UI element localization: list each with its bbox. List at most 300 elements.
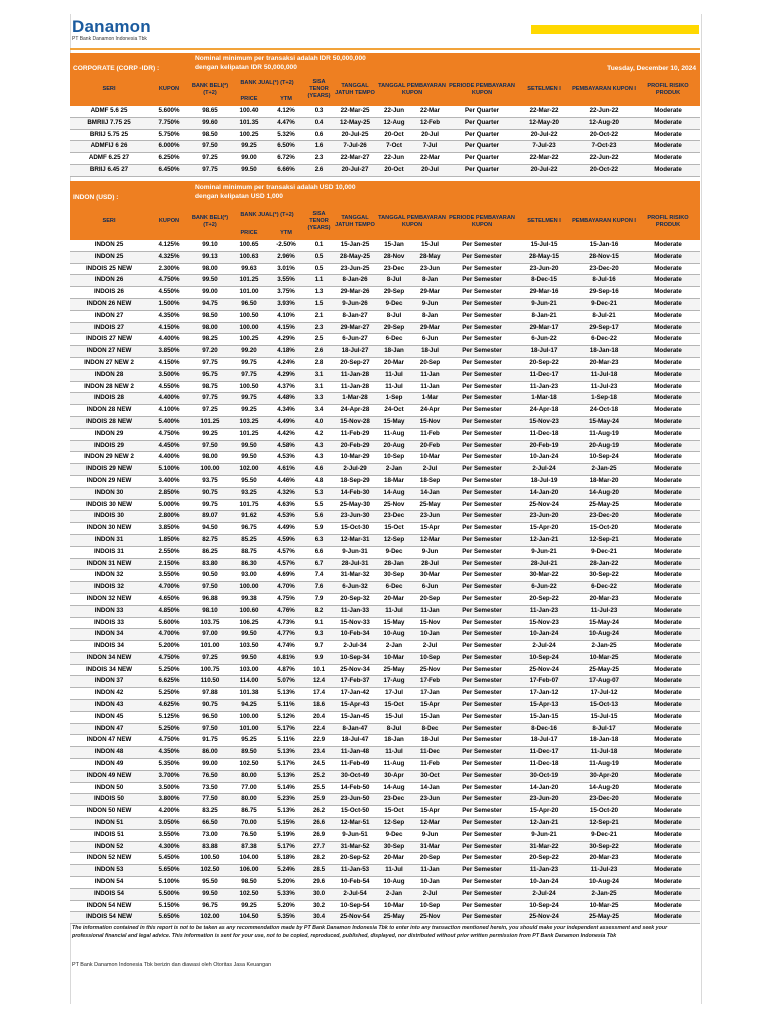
cell-kupon: 4.550% xyxy=(148,287,190,299)
cell-sisa-tenor: 4.6 xyxy=(304,464,334,476)
cell-setelmen: 15-Apr-13 xyxy=(516,700,572,712)
cell-ytm: 4.49% xyxy=(268,416,304,428)
cell-price: 114.00 xyxy=(230,676,268,688)
cell-kupon-date-1: 14-Aug xyxy=(376,487,412,499)
cell-price: 103.25 xyxy=(230,416,268,428)
cell-jatuh-tempo: 12-Mar-51 xyxy=(334,818,376,830)
cell-bank-beli: 96.88 xyxy=(190,593,230,605)
table-row xyxy=(70,322,700,334)
cell-kupon: 4.325% xyxy=(148,251,190,263)
cell-setelmen: 8-Dec-15 xyxy=(516,275,572,287)
cell-sisa-tenor: 25.5 xyxy=(304,782,334,794)
cell-kupon: 5.650% xyxy=(148,865,190,877)
cell-ytm: 6.66% xyxy=(268,164,304,176)
cell-periode: Per Semester xyxy=(448,688,516,700)
cell-kupon-date-1: 17-Aug xyxy=(376,676,412,688)
cell-bank-beli: 102.00 xyxy=(190,912,230,924)
table-row xyxy=(70,593,700,605)
cell-setelmen: 2-Jul-24 xyxy=(516,641,572,653)
cell-jatuh-tempo: 15-Apr-43 xyxy=(334,700,376,712)
cell-setelmen: 22-Mar-22 xyxy=(516,106,572,117)
cell-periode: Per Quarter xyxy=(448,106,516,117)
cell-profil-risiko: Moderate xyxy=(636,570,700,582)
cell-sisa-tenor: 4.3 xyxy=(304,452,334,464)
cell-periode: Per Semester xyxy=(448,605,516,617)
cell-profil-risiko: Moderate xyxy=(636,582,700,594)
cell-periode: Per Semester xyxy=(448,322,516,334)
cell-ytm: 4.75% xyxy=(268,593,304,605)
cell-jatuh-tempo: 11-Jan-53 xyxy=(334,865,376,877)
indon-note xyxy=(195,183,455,201)
cell-jatuh-tempo: 10-Feb-34 xyxy=(334,629,376,641)
cell-setelmen: 18-Jul-17 xyxy=(516,346,572,358)
cell-kupon-date-2: 10-Sep xyxy=(412,652,448,664)
cell-pembayaran-kupon: 9-Dec-21 xyxy=(572,298,636,310)
cell-periode: Per Semester xyxy=(448,629,516,641)
cell-kupon-date-2: 10-Jan xyxy=(412,629,448,641)
cell-kupon-date-2: 2-Jul xyxy=(412,888,448,900)
cell-profil-risiko: Moderate xyxy=(636,452,700,464)
cell-bank-beli: 94.50 xyxy=(190,523,230,535)
cell-profil-risiko: Moderate xyxy=(636,464,700,476)
cell-jatuh-tempo: 22-Mar-25 xyxy=(334,106,376,117)
cell-profil-risiko: Moderate xyxy=(636,141,700,153)
cell-periode: Per Semester xyxy=(448,582,516,594)
cell-price: 100.00 xyxy=(230,582,268,594)
cell-sisa-tenor: 24.5 xyxy=(304,759,334,771)
table-row xyxy=(70,106,700,117)
cell-kupon-date-1: 23-Dec xyxy=(376,794,412,806)
cell-setelmen: 30-Mar-22 xyxy=(516,570,572,582)
cell-kupon: 7.750% xyxy=(148,117,190,129)
table-row xyxy=(70,877,700,889)
cell-price: 104.00 xyxy=(230,853,268,865)
cell-sisa-tenor: 9.7 xyxy=(304,641,334,653)
cell-price: 70.00 xyxy=(230,818,268,830)
cell-kupon-date-1: 30-Sep xyxy=(376,570,412,582)
cell-kupon-date-1: 18-Mar xyxy=(376,475,412,487)
cell-sisa-tenor: 25.2 xyxy=(304,770,334,782)
table-row xyxy=(70,865,700,877)
cell-profil-risiko: Moderate xyxy=(636,287,700,299)
cell-seri: INDON 48 xyxy=(70,747,148,759)
cell-pembayaran-kupon: 9-Dec-21 xyxy=(572,546,636,558)
cell-sisa-tenor: 7.9 xyxy=(304,593,334,605)
cell-periode: Per Semester xyxy=(448,405,516,417)
cell-profil-risiko: Moderate xyxy=(636,440,700,452)
table-row xyxy=(70,770,700,782)
cell-jatuh-tempo: 23-Jun-30 xyxy=(334,511,376,523)
cell-sisa-tenor: 20.4 xyxy=(304,711,334,723)
cell-sisa-tenor: 0.5 xyxy=(304,263,334,275)
cell-pembayaran-kupon: 20-Oct-22 xyxy=(572,129,636,141)
cell-bank-beli: 99.75 xyxy=(190,499,230,511)
cell-seri: INDON 54 NEW xyxy=(70,900,148,912)
cell-ytm: 5.23% xyxy=(268,794,304,806)
cell-jatuh-tempo: 9-Jun-51 xyxy=(334,829,376,841)
cell-kupon-date-1: 11-Jul xyxy=(376,747,412,759)
cell-setelmen: 25-Nov-24 xyxy=(516,664,572,676)
cell-kupon-date-2: 29-Mar xyxy=(412,287,448,299)
cell-jatuh-tempo: 31-Mar-32 xyxy=(334,570,376,582)
cell-kupon: 4.100% xyxy=(148,405,190,417)
cell-kupon-date-1: 10-Mar xyxy=(376,900,412,912)
cell-periode: Per Semester xyxy=(448,818,516,830)
cell-kupon: 4.400% xyxy=(148,334,190,346)
cell-periode: Per Semester xyxy=(448,593,516,605)
cell-sisa-tenor: 27.7 xyxy=(304,841,334,853)
cell-sisa-tenor: 3.1 xyxy=(304,369,334,381)
cell-setelmen: 10-Jan-24 xyxy=(516,877,572,889)
cell-price: 99.25 xyxy=(230,141,268,153)
cell-kupon: 4.750% xyxy=(148,735,190,747)
cell-sisa-tenor: 29.6 xyxy=(304,877,334,889)
cell-profil-risiko: Moderate xyxy=(636,794,700,806)
cell-periode: Per Semester xyxy=(448,865,516,877)
cell-ytm: 5.15% xyxy=(268,818,304,830)
cell-bank-beli: 73.00 xyxy=(190,829,230,841)
cell-kupon: 5.600% xyxy=(148,617,190,629)
cell-jatuh-tempo: 20-Feb-29 xyxy=(334,440,376,452)
cell-periode: Per Semester xyxy=(448,310,516,322)
cell-jatuh-tempo: 11-Feb-29 xyxy=(334,428,376,440)
cell-kupon-date-1: 25-Nov xyxy=(376,499,412,511)
cell-pembayaran-kupon: 20-Mar-23 xyxy=(572,593,636,605)
col-price: PRICE xyxy=(230,227,268,240)
cell-kupon-date-1: 14-Aug xyxy=(376,782,412,794)
cell-kupon-date-1: 22-Jun xyxy=(376,106,412,117)
cell-kupon-date-2: 11-Jan xyxy=(412,605,448,617)
cell-bank-beli: 93.75 xyxy=(190,475,230,487)
cell-price: 100.25 xyxy=(230,334,268,346)
cell-periode: Per Quarter xyxy=(448,141,516,153)
cell-jatuh-tempo: 10-Feb-54 xyxy=(334,877,376,889)
cell-jatuh-tempo: 17-Feb-37 xyxy=(334,676,376,688)
cell-pembayaran-kupon: 28-Nov-15 xyxy=(572,251,636,263)
cell-bank-beli: 96.50 xyxy=(190,711,230,723)
cell-pembayaran-kupon: 6-Dec-22 xyxy=(572,582,636,594)
cell-bank-beli: 97.50 xyxy=(190,582,230,594)
cell-sisa-tenor: 26.2 xyxy=(304,806,334,818)
cell-price: 99.20 xyxy=(230,346,268,358)
cell-seri: INDON 47 NEW xyxy=(70,735,148,747)
cell-periode: Per Semester xyxy=(448,251,516,263)
cell-kupon-date-1: 18-Jan xyxy=(376,346,412,358)
cell-bank-beli: 83.80 xyxy=(190,558,230,570)
cell-setelmen: 8-Dec-16 xyxy=(516,723,572,735)
cell-kupon-date-2: 15-Apr xyxy=(412,523,448,535)
cell-profil-risiko: Moderate xyxy=(636,688,700,700)
cell-ytm: 4.77% xyxy=(268,629,304,641)
cell-price: 100.40 xyxy=(230,106,268,117)
cell-kupon-date-2: 23-Jun xyxy=(412,794,448,806)
cell-sisa-tenor: 5.5 xyxy=(304,499,334,511)
cell-kupon-date-2: 7-Jul xyxy=(412,141,448,153)
cell-periode: Per Semester xyxy=(448,794,516,806)
cell-seri: INDON 27 NEW 2 xyxy=(70,357,148,369)
cell-setelmen: 28-Jul-21 xyxy=(516,558,572,570)
cell-bank-beli: 83.88 xyxy=(190,841,230,853)
cell-ytm: 6.72% xyxy=(268,153,304,165)
col-tanggal-pembayaran-kupon: TANGGAL PEMBAYARAN KUPON xyxy=(376,203,448,240)
cell-pembayaran-kupon: 25-May-25 xyxy=(572,912,636,924)
cell-sisa-tenor: 30.0 xyxy=(304,888,334,900)
cell-bank-beli: 66.50 xyxy=(190,818,230,830)
cell-periode: Per Semester xyxy=(448,841,516,853)
cell-kupon: 4.350% xyxy=(148,747,190,759)
cell-kupon-date-2: 15-Jan xyxy=(412,711,448,723)
cell-seri: INDOIS 54 NEW xyxy=(70,912,148,924)
cell-kupon: 4.750% xyxy=(148,428,190,440)
col-periode: PERIODE PEMBAYARAN KUPON xyxy=(448,203,516,240)
cell-setelmen: 1-Mar-18 xyxy=(516,393,572,405)
cell-ytm: 4.81% xyxy=(268,652,304,664)
cell-seri: INDOIS 34 xyxy=(70,641,148,653)
table-row xyxy=(70,546,700,558)
cell-profil-risiko: Moderate xyxy=(636,153,700,165)
cell-bank-beli: 77.50 xyxy=(190,794,230,806)
cell-sisa-tenor: 9.1 xyxy=(304,617,334,629)
cell-price: 100.60 xyxy=(230,605,268,617)
cell-seri: INDOIS 54 xyxy=(70,888,148,900)
cell-profil-risiko: Moderate xyxy=(636,393,700,405)
cell-kupon-date-2: 30-Mar xyxy=(412,570,448,582)
cell-sisa-tenor: 7.4 xyxy=(304,570,334,582)
cell-profil-risiko: Moderate xyxy=(636,818,700,830)
table-row xyxy=(70,853,700,865)
cell-kupon: 1.850% xyxy=(148,534,190,546)
cell-kupon-date-2: 15-Apr xyxy=(412,700,448,712)
cell-kupon-date-2: 29-Mar xyxy=(412,322,448,334)
cell-kupon-date-1: 15-May xyxy=(376,617,412,629)
cell-pembayaran-kupon: 30-Sep-22 xyxy=(572,570,636,582)
cell-kupon-date-2: 11-Jan xyxy=(412,381,448,393)
cell-seri: INDOIS 27 NEW xyxy=(70,334,148,346)
cell-ytm: 4.48% xyxy=(268,393,304,405)
cell-price: 100.50 xyxy=(230,381,268,393)
cell-ytm: 4.42% xyxy=(268,428,304,440)
cell-seri: INDON 26 xyxy=(70,275,148,287)
cell-setelmen: 17-Feb-07 xyxy=(516,676,572,688)
cell-kupon-date-1: 20-Oct xyxy=(376,129,412,141)
cell-periode: Per Semester xyxy=(448,558,516,570)
cell-pembayaran-kupon: 11-Jul-23 xyxy=(572,865,636,877)
cell-price: 96.50 xyxy=(230,298,268,310)
cell-pembayaran-kupon: 9-Dec-21 xyxy=(572,829,636,841)
cell-profil-risiko: Moderate xyxy=(636,346,700,358)
table-row xyxy=(70,664,700,676)
col-seri: SERI xyxy=(70,73,148,106)
cell-sisa-tenor: 22.9 xyxy=(304,735,334,747)
cell-ytm: 5.17% xyxy=(268,723,304,735)
cell-pembayaran-kupon: 15-Jan-16 xyxy=(572,240,636,251)
col-seri: SERI xyxy=(70,203,148,240)
cell-sisa-tenor: 30.4 xyxy=(304,912,334,924)
cell-pembayaran-kupon: 28-Jan-22 xyxy=(572,558,636,570)
cell-setelmen: 29-Mar-17 xyxy=(516,322,572,334)
table-row xyxy=(70,711,700,723)
table-row xyxy=(70,251,700,263)
cell-kupon-date-1: 7-Oct xyxy=(376,141,412,153)
col-bank-beli: BANK BELI(*) (T+2) xyxy=(190,203,230,240)
cell-price: 99.50 xyxy=(230,629,268,641)
cell-profil-risiko: Moderate xyxy=(636,546,700,558)
cell-price: 99.50 xyxy=(230,440,268,452)
cell-kupon-date-1: 28-Jan xyxy=(376,558,412,570)
table-row xyxy=(70,558,700,570)
cell-kupon-date-2: 20-Sep xyxy=(412,357,448,369)
cell-ytm: 5.12% xyxy=(268,711,304,723)
cell-ytm: 4.57% xyxy=(268,558,304,570)
cell-kupon: 4.350% xyxy=(148,310,190,322)
indon-note-line1: Nominal minimum per transaksi adalah USD 10,000 xyxy=(195,184,356,191)
cell-jatuh-tempo: 29-Mar-27 xyxy=(334,322,376,334)
cell-ytm: 4.34% xyxy=(268,405,304,417)
cell-ytm: 5.19% xyxy=(268,829,304,841)
cell-setelmen: 18-Jul-17 xyxy=(516,735,572,747)
cell-ytm: 4.76% xyxy=(268,605,304,617)
cell-periode: Per Quarter xyxy=(448,164,516,176)
table-row xyxy=(70,164,700,176)
cell-bank-beli: 97.20 xyxy=(190,346,230,358)
cell-pembayaran-kupon: 22-Jun-22 xyxy=(572,106,636,117)
cell-pembayaran-kupon: 10-Aug-24 xyxy=(572,877,636,889)
cell-seri: INDON 32 xyxy=(70,570,148,582)
cell-bank-beli: 99.10 xyxy=(190,240,230,251)
cell-bank-beli: 98.50 xyxy=(190,129,230,141)
cell-jatuh-tempo: 20-Jul-25 xyxy=(334,129,376,141)
cell-seri: INDON 29 NEW xyxy=(70,475,148,487)
cell-setelmen: 23-Jun-20 xyxy=(516,263,572,275)
cell-setelmen: 23-Jun-20 xyxy=(516,794,572,806)
indon-bond-table xyxy=(70,203,700,924)
cell-jatuh-tempo: 11-Jan-28 xyxy=(334,381,376,393)
cell-pembayaran-kupon: 10-Mar-25 xyxy=(572,652,636,664)
cell-bank-beli: 97.75 xyxy=(190,357,230,369)
cell-setelmen: 18-Jul-19 xyxy=(516,475,572,487)
cell-pembayaran-kupon: 2-Jan-25 xyxy=(572,464,636,476)
cell-setelmen: 6-Jun-22 xyxy=(516,582,572,594)
cell-bank-beli: 101.25 xyxy=(190,416,230,428)
cell-sisa-tenor: 6.6 xyxy=(304,546,334,558)
cell-periode: Per Semester xyxy=(448,440,516,452)
cell-seri: INDON 47 xyxy=(70,723,148,735)
cell-pembayaran-kupon: 17-Aug-07 xyxy=(572,676,636,688)
cell-jatuh-tempo: 11-Jan-33 xyxy=(334,605,376,617)
cell-sisa-tenor: 2.1 xyxy=(304,310,334,322)
cell-bank-beli: 100.00 xyxy=(190,464,230,476)
cell-seri: INDOIS 33 xyxy=(70,617,148,629)
cell-kupon-date-2: 9-Jun xyxy=(412,298,448,310)
cell-profil-risiko: Moderate xyxy=(636,240,700,251)
cell-ytm: 5.32% xyxy=(268,129,304,141)
cell-kupon-date-2: 31-Mar xyxy=(412,841,448,853)
cell-kupon-date-1: 29-Sep xyxy=(376,322,412,334)
cell-profil-risiko: Moderate xyxy=(636,511,700,523)
cell-profil-risiko: Moderate xyxy=(636,912,700,924)
cell-periode: Per Semester xyxy=(448,475,516,487)
cell-sisa-tenor: 0.6 xyxy=(304,129,334,141)
cell-kupon-date-1: 20-Mar xyxy=(376,593,412,605)
cell-sisa-tenor: 1.3 xyxy=(304,287,334,299)
cell-periode: Per Semester xyxy=(448,711,516,723)
cell-profil-risiko: Moderate xyxy=(636,558,700,570)
cell-profil-risiko: Moderate xyxy=(636,723,700,735)
corporate-note-line2: dengan kelipatan IDR 50,000,000 xyxy=(195,64,297,71)
table-row xyxy=(70,298,700,310)
cell-kupon: 4.400% xyxy=(148,452,190,464)
cell-profil-risiko: Moderate xyxy=(636,853,700,865)
logo-wordmark: Danamon xyxy=(72,17,151,36)
cell-periode: Per Semester xyxy=(448,735,516,747)
cell-kupon-date-1: 15-Oct xyxy=(376,700,412,712)
cell-kupon: 5.450% xyxy=(148,853,190,865)
cell-profil-risiko: Moderate xyxy=(636,806,700,818)
cell-price: 91.62 xyxy=(230,511,268,523)
cell-sisa-tenor: 1.5 xyxy=(304,298,334,310)
cell-kupon: 6.250% xyxy=(148,153,190,165)
cell-kupon: 5.650% xyxy=(148,912,190,924)
cell-jatuh-tempo: 17-Jan-42 xyxy=(334,688,376,700)
cell-pembayaran-kupon: 10-Mar-25 xyxy=(572,900,636,912)
cell-price: 99.25 xyxy=(230,900,268,912)
cell-setelmen: 20-Sep-22 xyxy=(516,853,572,865)
cell-ytm: 4.24% xyxy=(268,357,304,369)
cell-kupon: 4.700% xyxy=(148,629,190,641)
cell-seri: INDON 29 NEW 2 xyxy=(70,452,148,464)
cell-ytm: 4.70% xyxy=(268,582,304,594)
cell-kupon-date-1: 25-May xyxy=(376,664,412,676)
cell-jatuh-tempo: 20-Sep-27 xyxy=(334,357,376,369)
cell-pembayaran-kupon: 15-Oct-20 xyxy=(572,806,636,818)
cell-pembayaran-kupon: 15-Oct-20 xyxy=(572,523,636,535)
cell-ytm: 4.15% xyxy=(268,322,304,334)
cell-setelmen: 20-Sep-22 xyxy=(516,357,572,369)
table-row xyxy=(70,818,700,830)
cell-kupon-date-2: 14-Jan xyxy=(412,782,448,794)
cell-kupon: 5.250% xyxy=(148,723,190,735)
cell-kupon-date-1: 10-Mar xyxy=(376,652,412,664)
cell-price: 99.75 xyxy=(230,393,268,405)
cell-periode: Per Semester xyxy=(448,700,516,712)
table-row xyxy=(70,357,700,369)
cell-price: 76.50 xyxy=(230,829,268,841)
cell-periode: Per Semester xyxy=(448,381,516,393)
cell-kupon: 4.450% xyxy=(148,440,190,452)
cell-setelmen: 9-Jun-21 xyxy=(516,829,572,841)
table-row xyxy=(70,912,700,924)
cell-bank-beli: 98.00 xyxy=(190,263,230,275)
cell-kupon-date-1: 12-Sep xyxy=(376,534,412,546)
cell-kupon-date-1: 6-Dec xyxy=(376,334,412,346)
cell-pembayaran-kupon: 18-Jan-18 xyxy=(572,346,636,358)
cell-jatuh-tempo: 28-Jul-31 xyxy=(334,558,376,570)
cell-bank-beli: 97.75 xyxy=(190,393,230,405)
cell-ytm: 5.33% xyxy=(268,888,304,900)
cell-seri: INDON 51 xyxy=(70,818,148,830)
cell-kupon-date-1: 30-Sep xyxy=(376,841,412,853)
cell-kupon: 2.800% xyxy=(148,511,190,523)
corporate-bond-table xyxy=(70,73,700,177)
corporate-section-label: CORPORATE (CORP -IDR) : xyxy=(73,65,160,72)
table-row xyxy=(70,393,700,405)
cell-kupon-date-2: 18-Jul xyxy=(412,346,448,358)
cell-sisa-tenor: 2.5 xyxy=(304,334,334,346)
cell-ytm: 4.69% xyxy=(268,570,304,582)
cell-bank-beli: 95.75 xyxy=(190,369,230,381)
cell-kupon-date-2: 20-Sep xyxy=(412,853,448,865)
table-row xyxy=(70,641,700,653)
